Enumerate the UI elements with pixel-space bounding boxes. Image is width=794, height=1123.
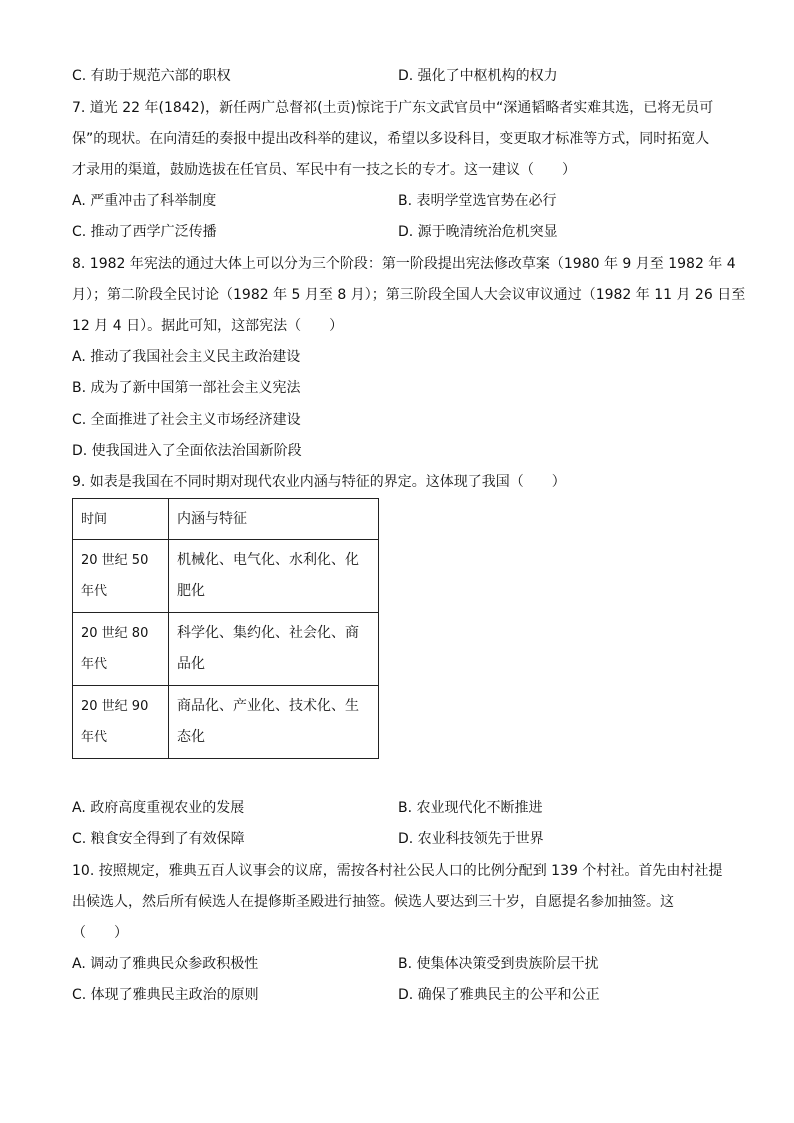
question-7-stem-line-2: 保”的现状。在向清廷的奏报中提出改科举的建议，希望以多设科目，变更取才标准等方式，同时拓宽人 [72, 131, 710, 147]
option-d: D. 强化了中枢机构的权力 [398, 68, 558, 84]
question-9-option-b: B. 农业现代化不断推进 [398, 800, 543, 816]
agriculture-table [72, 498, 379, 759]
table-cell-features-text: 科学化、集约化、社会化、商品化 [177, 625, 359, 672]
table-row [73, 686, 379, 759]
table-header-row [73, 499, 379, 540]
question-8-stem-line-2: 月）；第二阶段全民讨论（1982 年 5 月至 8 月）；第三阶段全国人大会议审议通过（1982 年 11 月 26 日至 [72, 287, 746, 303]
table-row [73, 613, 379, 686]
table-header-time: 时间 [73, 499, 169, 540]
table-cell-features [169, 540, 379, 613]
table-cell-period-text: 20 世纪 50 年代 [81, 553, 149, 599]
question-7-stem-line-3: 才录用的渠道，鼓励选拔在任官员、军民中有一技之长的专才。这一建议（ ） [72, 162, 576, 178]
question-7-option-a: A. 严重冲击了科举制度 [72, 193, 217, 209]
question-8-option-b: B. 成为了新中国第一部社会主义宪法 [72, 380, 301, 396]
table-cell-period [73, 540, 169, 613]
question-10-stem-line-3: （ ） [72, 925, 128, 941]
table-cell-period [73, 686, 169, 759]
table-cell-period-text: 20 世纪 80 年代 [81, 626, 149, 672]
question-10-option-b: B. 使集体决策受到贵族阶层干扰 [398, 956, 599, 972]
table-cell-period-text: 20 世纪 90 年代 [81, 699, 149, 745]
question-8-option-c: C. 全面推进了社会主义市场经济建设 [72, 412, 301, 428]
table-cell-features [169, 686, 379, 759]
table-cell-features [169, 613, 379, 686]
question-9-option-d: D. 农业科技领先于世界 [398, 831, 544, 847]
question-7-option-d: D. 源于晚清统治危机突显 [398, 224, 558, 240]
question-8-option-d: D. 使我国进入了全面依法治国新阶段 [72, 443, 302, 459]
question-9-option-a: A. 政府高度重视农业的发展 [72, 800, 245, 816]
question-10-option-a: A. 调动了雅典民众参政积极性 [72, 956, 259, 972]
question-10-option-c: C. 体现了雅典民主政治的原则 [72, 987, 259, 1003]
question-10-option-d: D. 确保了雅典民主的公平和公正 [398, 987, 600, 1003]
table-row [73, 540, 379, 613]
question-8-stem-line-3: 12 月 4 日）。据此可知，这部宪法（ ） [72, 318, 344, 334]
option-c: C. 有助于规范六部的职权 [72, 68, 231, 84]
question-8-option-a: A. 推动了我国社会主义民主政治建设 [72, 349, 301, 365]
question-10-stem-line-2: 出候选人，然后所有候选人在提修斯圣殿进行抽签。候选人要达到三十岁，自愿提名参加抽签。这 [72, 894, 674, 910]
table-header-features: 内涵与特征 [169, 499, 379, 540]
question-7-option-c: C. 推动了西学广泛传播 [72, 224, 217, 240]
question-7-option-b: B. 表明学堂选官势在必行 [398, 193, 557, 209]
question-9-option-c: C. 粮食安全得到了有效保障 [72, 831, 245, 847]
table-cell-features-text: 商品化、产业化、技术化、生态化 [177, 698, 359, 745]
question-8-stem-line-1: 8. 1982 年宪法的通过大体上可以分为三个阶段：第一阶段提出宪法修改草案（1980 年 9 月至 1982 年 4 [72, 256, 736, 272]
table-cell-period [73, 613, 169, 686]
question-7-stem-line-1: 7. 道光 22 年(1842)，新任两广总督祁(土贡)惊诧于广东文武官员中“深通韬略者实难其选，已将无员可 [72, 100, 714, 116]
table-cell-features-text: 机械化、电气化、水利化、化肥化 [177, 552, 359, 599]
question-10-stem-line-1: 10. 按照规定，雅典五百人议事会的议席，需按各村社公民人口的比例分配到 139 个村社。首先由村社提 [72, 863, 723, 879]
question-9-stem: 9. 如表是我国在不同时期对现代农业内涵与特征的界定。这体现了我国（ ） [72, 474, 566, 490]
